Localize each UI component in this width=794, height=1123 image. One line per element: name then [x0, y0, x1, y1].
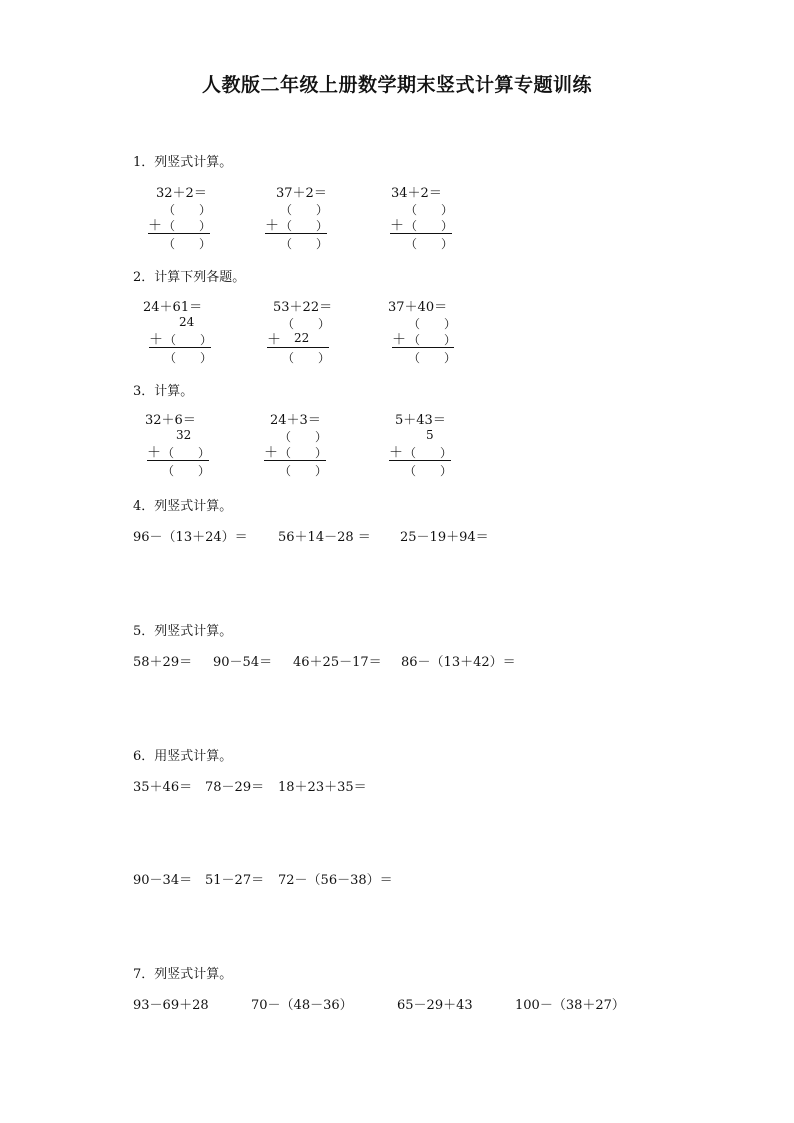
problem-6-2: 78－29＝	[205, 780, 265, 795]
top-operand: （ ）	[408, 317, 457, 331]
result-blank: （ ）	[405, 237, 454, 251]
plus-sign: ＋	[149, 332, 163, 348]
problem-7-2: 70－（48－36）	[251, 998, 353, 1013]
plus-sign: ＋	[389, 445, 403, 461]
problem-5-4: 86－（13＋42）＝	[401, 655, 516, 670]
top-operand: （ ）	[280, 203, 329, 217]
question-4-label: 4．列竖式计算。	[133, 499, 233, 514]
top-operand: 32	[176, 428, 192, 442]
top-operand: （ ）	[279, 430, 328, 444]
result-blank: （ ）	[162, 464, 211, 478]
sum-line	[149, 347, 211, 348]
problem-equation: 37＋2＝	[276, 186, 327, 201]
sum-line	[392, 347, 454, 348]
problem-7-3: 65－29＋43	[397, 998, 473, 1013]
plus-sign: ＋	[147, 445, 161, 461]
problem-7-4: 100－（38＋27）	[515, 998, 625, 1013]
problem-equation: 34＋2＝	[391, 186, 442, 201]
question-2-label: 2．计算下列各题。	[133, 270, 246, 285]
sum-line	[264, 460, 326, 461]
sum-line	[267, 347, 329, 348]
plus-sign: ＋	[392, 332, 406, 348]
problem-equation: 24＋3＝	[270, 413, 321, 428]
top-operand: （ ）	[405, 203, 454, 217]
problem-equation: 53＋22＝	[273, 300, 333, 315]
question-5-label: 5．列竖式计算。	[133, 624, 233, 639]
bottom-operand: （ ）	[163, 219, 212, 233]
bottom-operand: （ ）	[279, 446, 328, 460]
bottom-operand: （ ）	[408, 333, 457, 347]
plus-sign: ＋	[265, 218, 279, 234]
sum-line	[390, 233, 452, 234]
top-operand: （ ）	[282, 317, 331, 331]
question-3-label: 3．计算。	[133, 384, 194, 399]
result-blank: （ ）	[280, 237, 329, 251]
problem-5-2: 90－54＝	[213, 655, 273, 670]
result-blank: （ ）	[279, 464, 328, 478]
problem-6-1: 35＋46＝	[133, 780, 193, 795]
problem-6-6: 72－（56－38）＝	[278, 873, 393, 888]
result-blank: （ ）	[163, 237, 212, 251]
result-blank: （ ）	[404, 464, 453, 478]
page-title: 人教版二年级上册数学期末竖式计算专题训练	[201, 74, 592, 96]
problem-4-3: 25－19＋94＝	[400, 530, 489, 545]
sum-line	[265, 233, 327, 234]
top-operand: 24	[179, 315, 195, 329]
bottom-operand: （ ）	[404, 446, 453, 460]
problem-equation: 32＋2＝	[156, 186, 207, 201]
problem-4-1: 96－（13＋24）＝	[133, 530, 248, 545]
question-1-label: 1．列竖式计算。	[133, 155, 233, 170]
plus-sign: ＋	[264, 445, 278, 461]
problem-equation: 37＋40＝	[388, 300, 448, 315]
plus-sign: ＋	[148, 218, 162, 234]
problem-equation: 24＋61＝	[143, 300, 203, 315]
problem-5-3: 46＋25－17＝	[293, 655, 382, 670]
bottom-operand: （ ）	[162, 446, 211, 460]
sum-line	[147, 460, 209, 461]
problem-4-2: 56＋14－28 ＝	[278, 530, 371, 545]
problem-7-1: 93－69＋28	[133, 998, 209, 1013]
plus-sign: ＋	[267, 332, 281, 348]
top-operand: （ ）	[163, 203, 212, 217]
question-7-label: 7．列竖式计算。	[133, 967, 233, 982]
plus-sign: ＋	[390, 218, 404, 234]
question-6-label: 6．用竖式计算。	[133, 749, 233, 764]
problem-6-5: 51－27＝	[205, 873, 265, 888]
bottom-operand: （ ）	[405, 219, 454, 233]
bottom-operand: 22	[294, 331, 310, 345]
problem-6-4: 90－34＝	[133, 873, 193, 888]
bottom-operand: （ ）	[164, 333, 213, 347]
problem-equation: 5＋43＝	[395, 413, 446, 428]
top-operand: 5	[426, 428, 434, 442]
problem-5-1: 58＋29＝	[133, 655, 193, 670]
result-blank: （ ）	[164, 351, 213, 365]
result-blank: （ ）	[408, 351, 457, 365]
problem-equation: 32＋6＝	[145, 413, 196, 428]
bottom-operand: （ ）	[280, 219, 329, 233]
sum-line	[148, 233, 210, 234]
sum-line	[389, 460, 451, 461]
problem-6-3: 18＋23＋35＝	[278, 780, 367, 795]
result-blank: （ ）	[282, 351, 331, 365]
